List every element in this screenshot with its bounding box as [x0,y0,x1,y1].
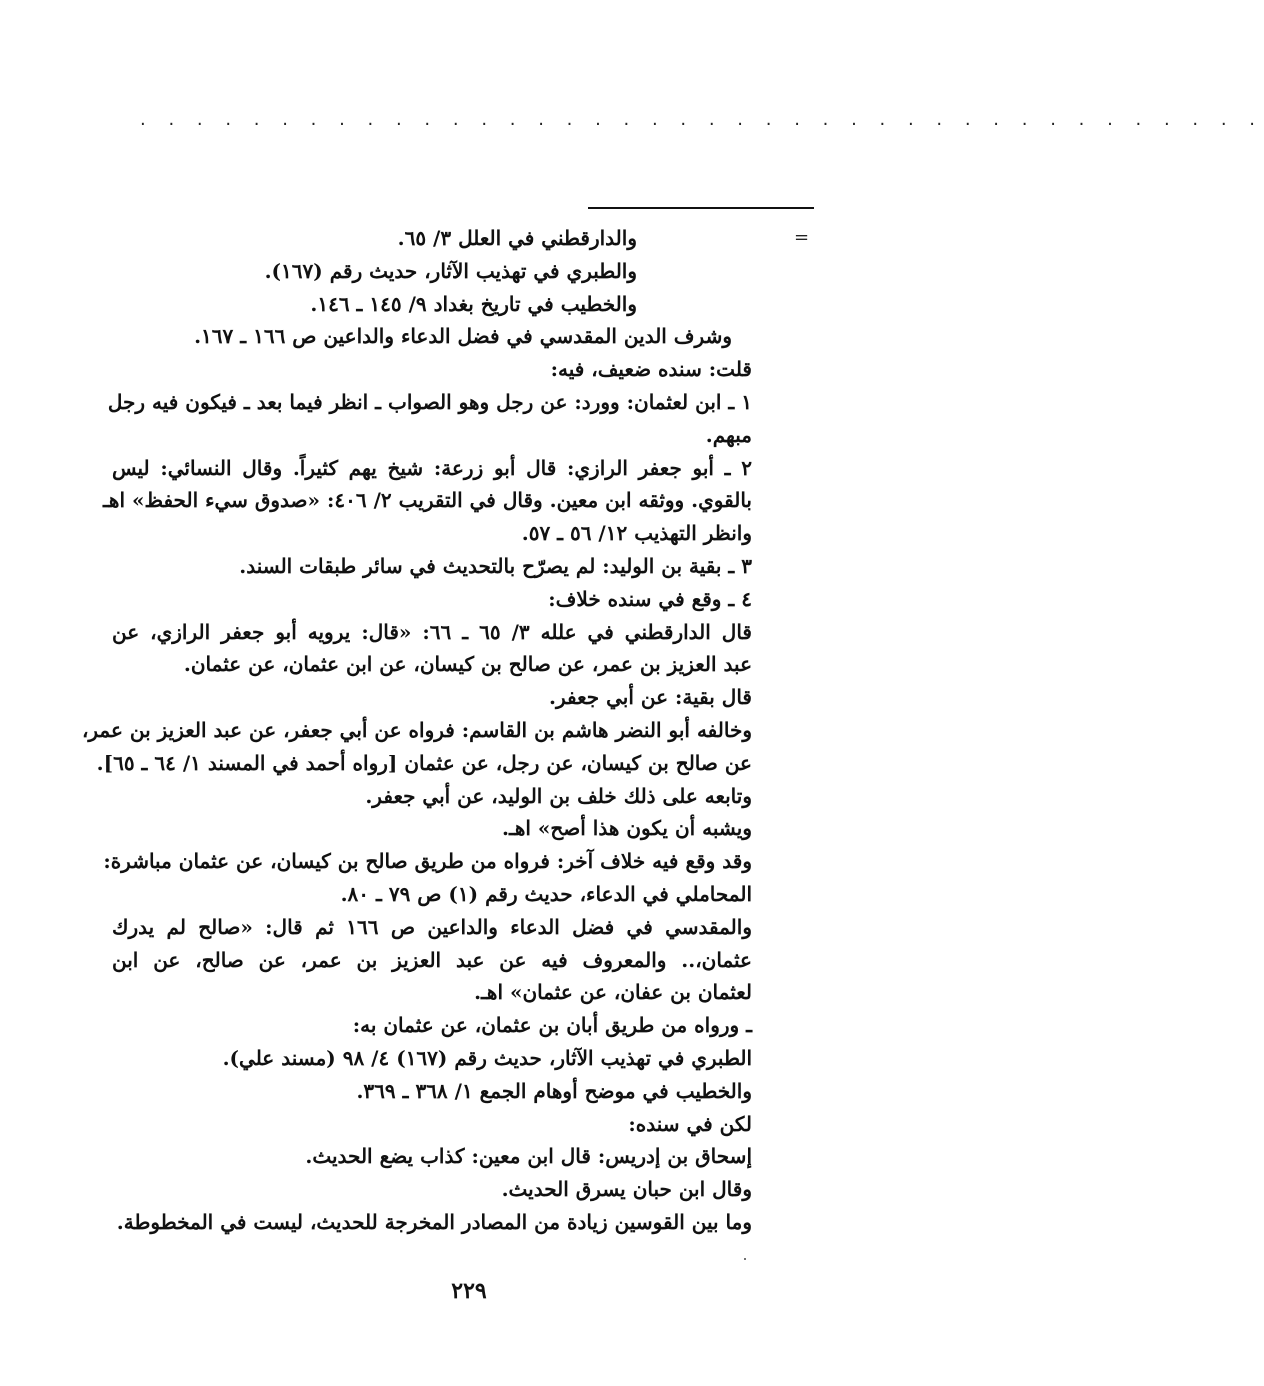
footnote-line: بالقوي. ووثقه ابن معين. وقال في التقريب ٢/ ٤٠٦: «صدوق سيء الحفظ» اهـ [103,488,752,513]
dotted-separator: · · · · · · · · · · · · · · · · · · · · · · · · · · · · · · · · · · · · · · · · [140,114,1264,135]
footnote-line: قال بقية: عن أبي جعفر. [549,685,752,710]
footnote-line: ـ ورواه من طريق أبان بن عثمان، عن عثمان به: [352,1013,752,1038]
footnote-line: المحاملي في الدعاء، حديث رقم (١) ص ٧٩ ـ ٨٠. [340,881,752,906]
footnote-line: والطبري في تهذيب الآثار، حديث رقم (١٦٧). [264,258,637,283]
footnote-line: إسحاق بن إدريس: قال ابن معين: كذاب يضع الحديث. [305,1144,752,1169]
footnote-line: وتابعه على ذلك خلف بن الوليد، عن أبي جعفر. [365,783,752,808]
footnote-text [81,222,752,1239]
footnote-line: وشرف الدين المقدسي في فضل الدعاء والداعين ص ١٦٦ ـ ١٦٧. [194,324,732,349]
footnote-line: ٢ ـ أبو جعفر الرازي: قال أبو زرعة: شيخ يهم كثيراً. وقال النسائي: ليس [112,455,752,480]
continuation-mark: = [794,227,810,248]
footnote-line: وقد وقع فيه خلاف آخر: فرواه من طريق صالح بن كيسان، عن عثمان مباشرة: [103,849,752,874]
footnote-line: لعثمان بن عفان، عن عثمان» اهـ. [474,980,752,1005]
footnote-line: والدارقطني في العلل ٣/ ٦٥. [397,226,637,250]
footnote-line: والخطيب في تاريخ بغداد ٩/ ١٤٥ ـ ١٤٦. [310,291,637,316]
ink-speck [744,1258,746,1260]
footnote-line: مبهم. [705,422,752,447]
footnote-line: ٣ ـ بقية بن الوليد: لم يصرّح بالتحديث في سائر طبقات السند. [239,553,752,578]
footnote-line: وخالفه أبو النضر هاشم بن القاسم: فرواه عن أبي جعفر، عن عبد العزيز بن عمر، [81,717,752,742]
footnote-line: قال الدارقطني في علله ٣/ ٦٥ ـ ٦٦: «قال: يرويه أبو جعفر الرازي، عن [112,619,752,644]
footnote-line: ويشبه أن يكون هذا أصح» اهـ. [502,816,752,841]
footnote-rule [588,207,814,209]
footnote-line: والخطيب في موضح أوهام الجمع ١/ ٣٦٨ ـ ٣٦٩. [356,1078,752,1103]
footnote-line: الطبري في تهذيب الآثار، حديث رقم (١٦٧) ٤/ ٩٨ (مسند علي). [222,1045,752,1070]
footnote-line: قلت: سنده ضعيف، فيه: [550,357,752,382]
page-number: ٢٢٩ [451,1278,487,1304]
footnote-line: وقال ابن حبان يسرق الحديث. [501,1177,752,1202]
footnote-line: وانظر التهذيب ١٢/ ٥٦ ـ ٥٧. [521,521,752,546]
footnote-line: عثمان،.. والمعروف فيه عن عبد العزيز بن عمر، عن صالح، عن ابن [112,947,752,972]
footnote-line: وما بين القوسين زيادة من المصادر المخرجة للحديث، ليست في المخطوطة. [116,1209,752,1234]
footnote-line: ١ ـ ابن لعثمان: وورد: عن رجل وهو الصواب ـ انظر فيما بعد ـ فيكون فيه رجل [107,389,752,414]
footnote-line: ٤ ـ وقع في سنده خلاف: [548,586,752,611]
footnote-line: عبد العزيز بن عمر، عن صالح بن كيسان، عن ابن عثمان، عن عثمان. [183,652,752,677]
footnote-line: لكن في سنده: [628,1111,752,1136]
footnote-line: عن صالح بن كيسان، عن رجل، عن عثمان [رواه أحمد في المسند ١/ ٦٤ ـ ٦٥]. [96,750,752,775]
footnote-line: والمقدسي في فضل الدعاء والداعين ص ١٦٦ ثم قال: «صالح لم يدرك [112,914,752,939]
